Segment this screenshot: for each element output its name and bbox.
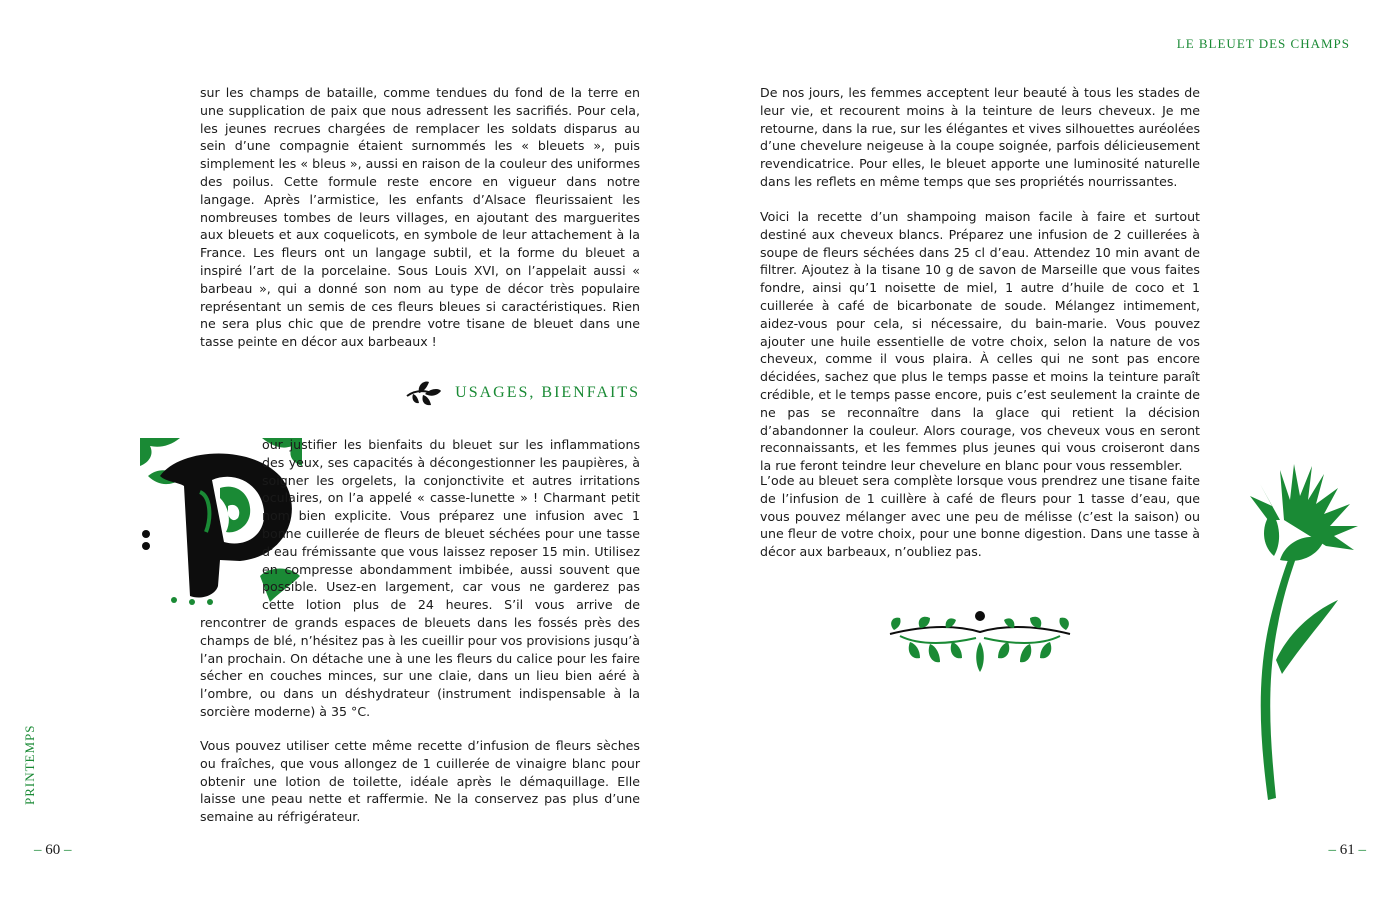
folio-dash: – <box>1328 842 1336 858</box>
left-paragraph-1: sur les champs de bataille, comme tendues du fond de la terre en une supplication de paix que nous adressent les sacrifiés. Pour cela, les jeunes recrues chargées de remplacer les soldats disparus au sein d’une compagnie étaient surnommés les « bleuets », puis simplement les « bleus », aussi en raison de la couleur des uniformes des poilus. Cette formule reste encore en vigueur dans notre langage. Après l’armistice, les enfants d’Alsace fleurissaient les nombreuses tombes de leurs villages, en ajoutant des marguerites aux bleuets et aux coquelicots, en symbole de leur attachement à la France. Les fleurs ont un langage subtil, et la forme du bleuet a inspiré l’art de la porcelaine. Sous Louis XVI, on l’appelait aussi « barbeau », qui a donné son nom au type de décor très populaire représentant un semis de ces fleurs bleues si caractéristiques. Rien ne sera plus chic que de prendre votre tisane de bleuet dans une tasse peinte en décor aux barbeaux ! <box>200 85 640 350</box>
folio-dash: – <box>1358 842 1366 858</box>
section-heading <box>405 378 640 408</box>
folio-number: 61 <box>1339 842 1355 858</box>
page-number-right <box>1329 842 1367 859</box>
running-head: LE BLEUET DES CHAMPS <box>1176 36 1350 51</box>
right-paragraph-2: Voici la recette d’un shampoing maison facile à faire et surtout destiné aux cheveux blancs. Préparez une infusion de 2 cuillerées à soupe de fleurs séchées dans 25 cl d’eau. Attendez 10 min avant de filtrer. Ajoutez à la tisane 10 g de savon de Marseille que vous faites fondre, ainsi qu’1 noisette de miel, 1 autre d’huile de coco et 1 cuillerée à café de bicarbonate de soude. Mélangez intimement, aidez-vous pour cela, si nécessaire, du bain-marie. Vous pouvez ajouter une huile essentielle de votre choix, selon la nature de vos cheveux, comme il vous plaira. À celles qui ne sont pas encore décidées, sachez que plus le temps passe et moins la teinture paraît crédible, et le temps passe encore, puis c’est seulement la crainte de ne pas se reconnaître dans la glace qui retient la décision d’abandonner la couleur. Alors courage, vos cheveux vous en seront reconnaissants, et les femmes plus jeunes qui vous croiseront dans la rue feront teindre leur chevelure en blanc pour vous ressembler. <box>760 209 1200 474</box>
cornflower-illustration <box>1220 460 1370 805</box>
folio-dash: – <box>34 842 42 858</box>
left-paragraph-2-text: our justifier les bienfaits du bleuet sur les inflammations des yeux, ses capacités à décongestionner les paupières, à soigner les orgelets, la conjonctivite et autres irritations oculaires, on l’a appelé « casse-lunette » ! Charmant petit nom bien explicite. Vous préparez une infusion avec 1 bonne cuillerée de fleurs de bleuet séchées pour une tasse d’eau frémissante que vous laissez reposer 15 min. Utilisez en compresse abondamment imbibée, aussi souvent que possible. Usez-en largement, car vous ne garderez pas cette lotion plus de 24 heures. S’il vous arrive de rencontrer de grands espaces de bleuets dans les fossés près des champs de blé, n’hésitez pas à les cueillir pour vos provisions jusqu’à l’an prochain. On détache une à une les fleurs du calice pour les faire sécher en couches minces, sur une claie, dans un lieu bien aéré à l’ombre, ou dans un déshydrateur (instrument indispensable à la sorcière moderne) à 35 °C. <box>200 437 640 719</box>
side-label: PRINTEMPS <box>22 724 37 805</box>
floral-ornament <box>880 606 1080 676</box>
right-paragraph-1: De nos jours, les femmes acceptent leur beauté à tous les stades de leur vie, et recourent moins à la teinture de leurs cheveux. Je me retourne, dans la rue, sur les élégantes et vives silhouettes auréolées d’une chevelure neigeuse à la coupe soignée, parfois délicieusement revendicatrice. Pour elles, le bleuet apporte une luminosité naturelle dans les reflets en même temps que ses propriétés nourrissantes. <box>760 85 1201 189</box>
section-title: USAGES, BIENFAITS <box>455 384 640 401</box>
leaf-sprig-icon <box>405 378 445 408</box>
page-number-left <box>34 842 72 859</box>
dropcap-space <box>140 436 262 608</box>
right-page <box>700 0 1400 900</box>
folio-number: 60 <box>45 842 61 858</box>
left-paragraph-3: Vous pouvez utiliser cette même recette d’infusion de fleurs sèches ou fraîches, que vous allongez de 1 cuillerée de vinaigre blanc pour obtenir une lotion de toilette, idéale après le démaquillage. Elle laisse une peau nette et raffermie. Ne la conservez pas plus d’une semaine au réfrigérateur. <box>200 738 640 825</box>
left-paragraph-2 <box>200 436 640 721</box>
right-paragraph-3: L’ode au bleuet sera complète lorsque vous prendrez une tisane faite de l’infusion de 1 cuillère à café de fleurs pour 1 tasse d’eau, que vous pouvez mélanger avec une peu de mélisse (c’est la saison) ou une fleur de votre choix, pour une bonne digestion. Dans une tasse à décor aux barbeaux, n’oubliez pas. <box>760 473 1200 560</box>
folio-dash: – <box>64 842 72 858</box>
